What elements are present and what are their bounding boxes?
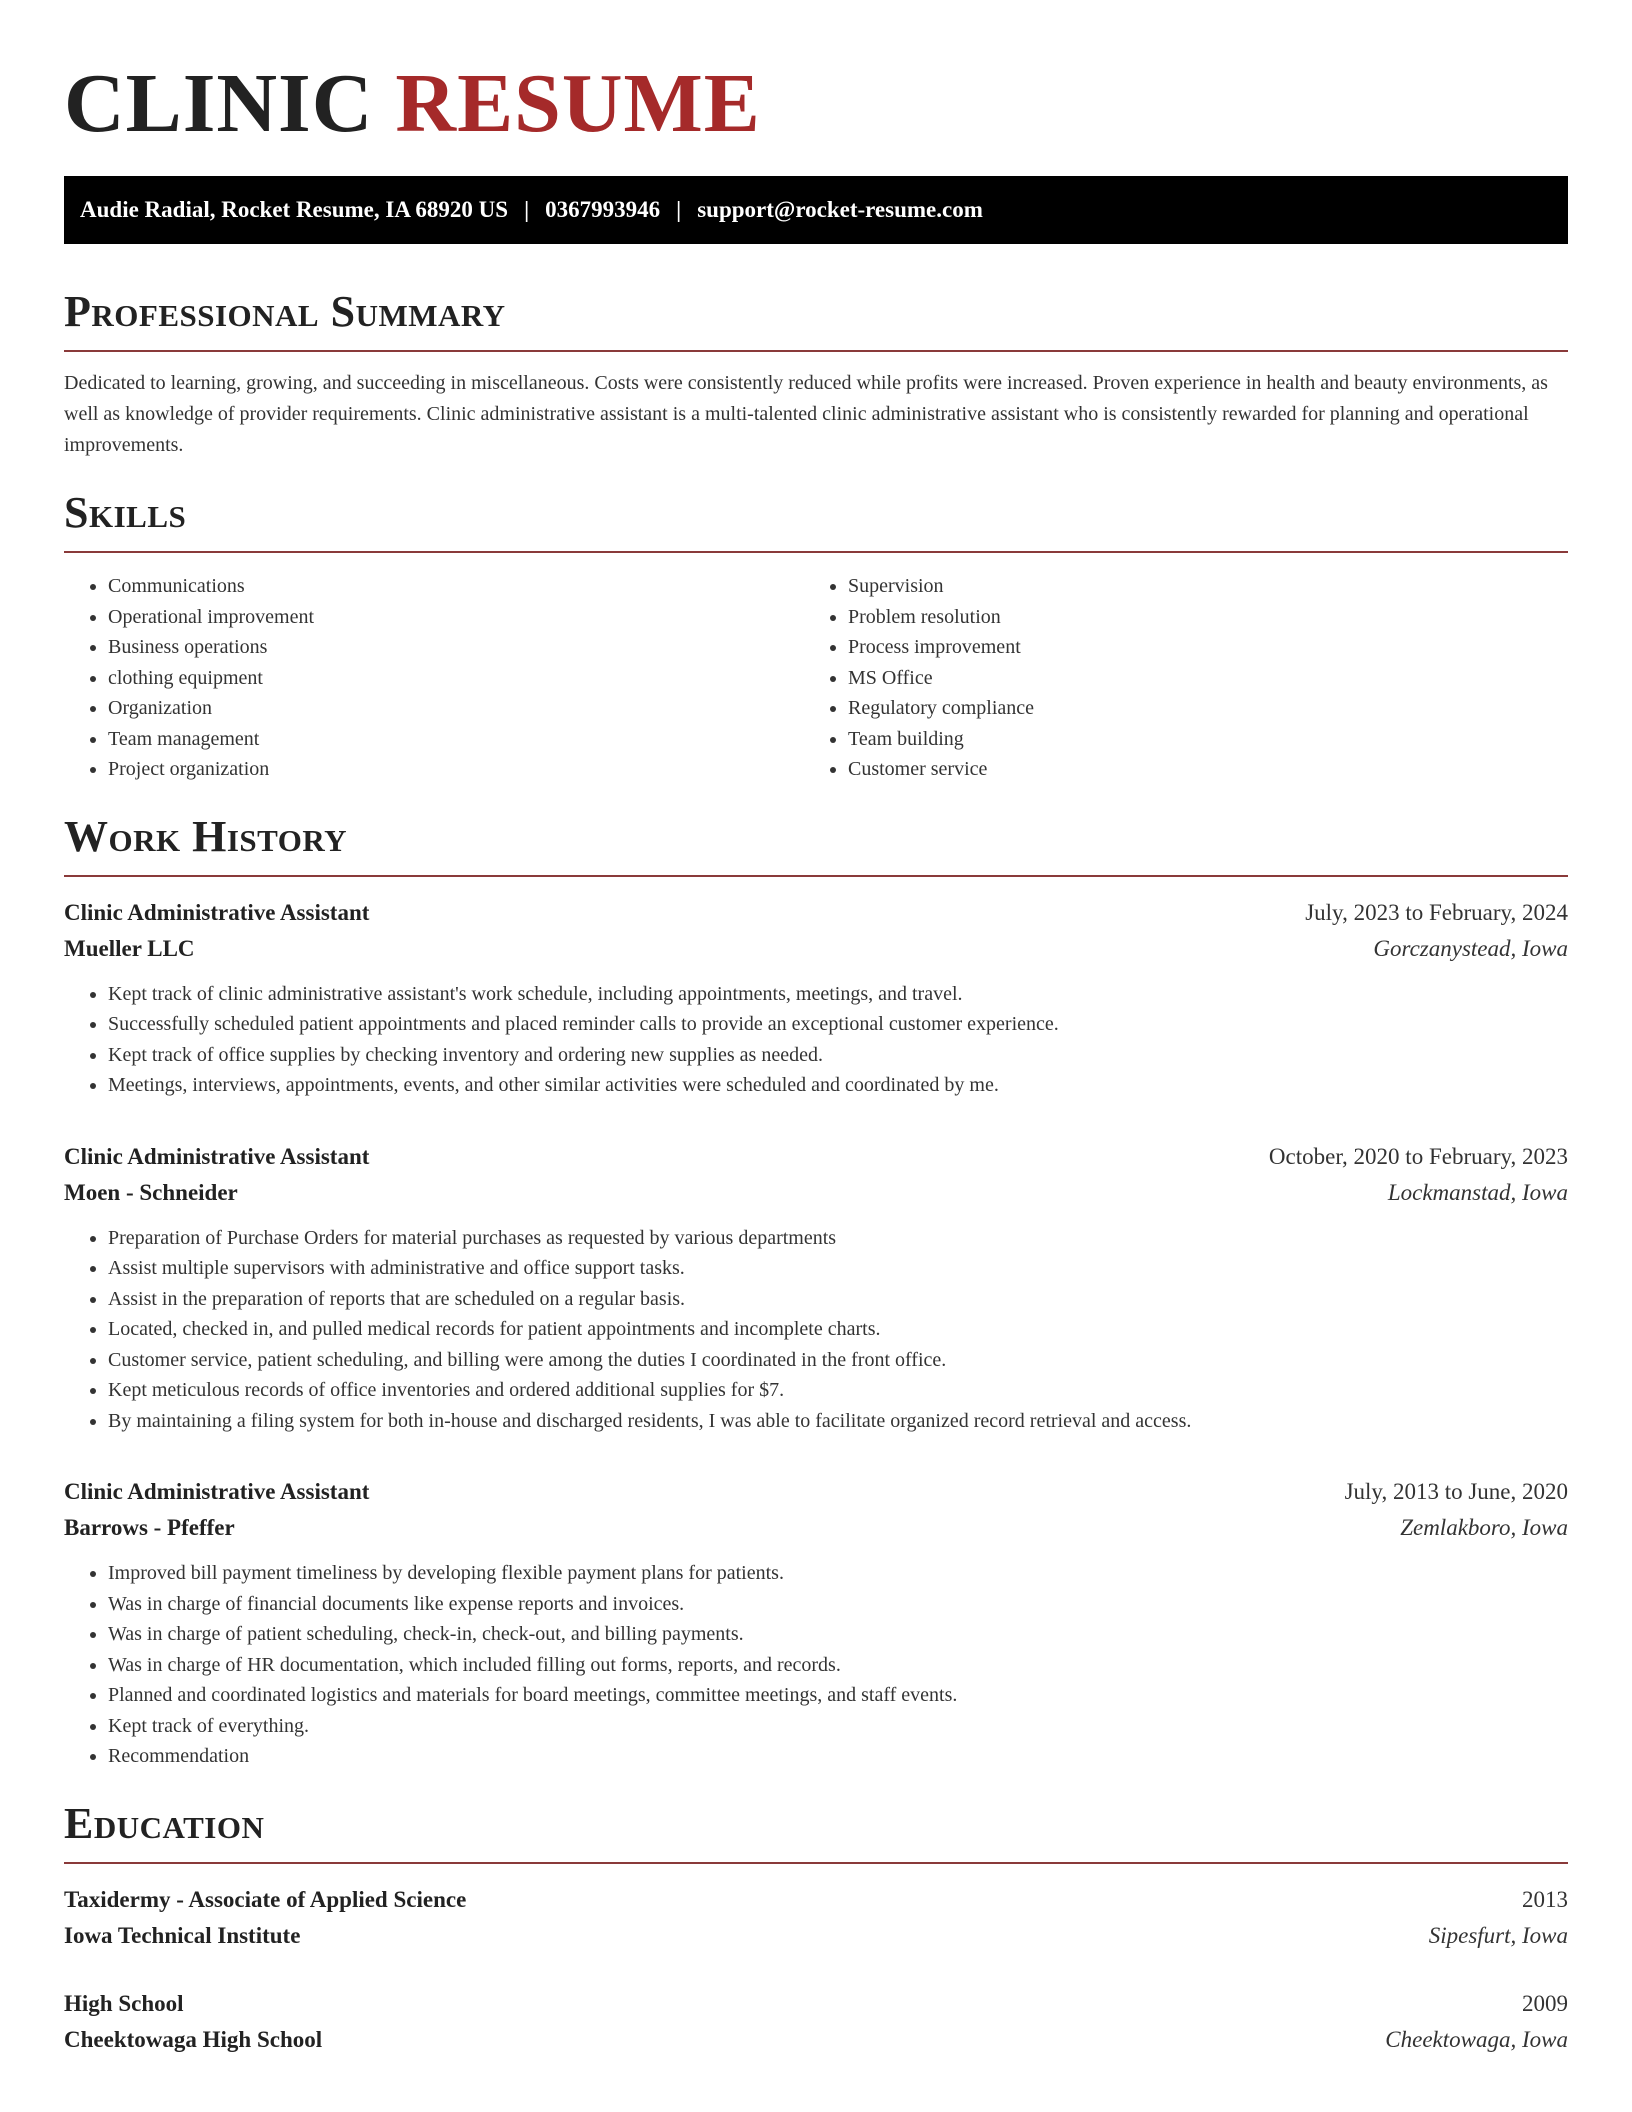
skill-item: • clothing equipment (108, 663, 804, 694)
title-part-resume: RESUME (395, 57, 761, 150)
education-entry (64, 1986, 1568, 2058)
contact-separator: | (676, 197, 682, 222)
skills-list-right (804, 571, 1544, 785)
education-year: 2009 (1522, 1990, 1568, 2016)
section-divider (64, 1862, 1568, 1864)
job-title: Clinic Administrative Assistant (64, 1479, 370, 1504)
section-heading-skills: Skills (64, 488, 187, 537)
skill-item: • Team management (108, 724, 804, 755)
skill-item: • Problem resolution (848, 602, 1544, 633)
contact-address: Audie Radial, Rocket Resume, IA 68920 US (80, 197, 509, 222)
job-duty: • Successfully scheduled patient appointments and placed reminder calls to provide an exceptional customer experience. (108, 1009, 1568, 1040)
job-duty: • Recommendation (108, 1741, 1568, 1772)
job-duty: • Planned and coordinated logistics and materials for board meetings, committee meetings, and staff events. (108, 1680, 1568, 1711)
job-duty: • Located, checked in, and pulled medical records for patient appointments and incomplete charts. (108, 1314, 1568, 1345)
skill-item: • Supervision (848, 571, 1544, 602)
page-title (64, 56, 1568, 152)
job-duty: • Meetings, interviews, appointments, events, and other similar activities were scheduled and coordinated by me. (108, 1070, 1568, 1101)
job-duties-list (64, 1558, 1568, 1772)
job-duty: • Was in charge of HR documentation, which included filling out forms, reports, and records. (108, 1650, 1568, 1681)
job-duty: • Assist in the preparation of reports that are scheduled on a regular basis. (108, 1284, 1568, 1315)
skill-item: • Business operations (108, 632, 804, 663)
skill-item: • MS Office (848, 663, 1544, 694)
job-duty: • By maintaining a filing system for both in-house and discharged residents, I was able to facilitate organized record retrieval and access. (108, 1406, 1568, 1437)
professional-summary-section (64, 286, 1568, 461)
education-entry (64, 1882, 1568, 1954)
education-year: 2013 (1522, 1886, 1568, 1912)
job-dates: July, 2023 to February, 2024 (1305, 899, 1568, 925)
job-company: Moen - Schneider (64, 1179, 238, 1205)
job-location: Gorczanystead, Iowa (1373, 935, 1568, 961)
education-degree: Taxidermy - Associate of Applied Science (64, 1886, 467, 1912)
title-part-clinic: CLINIC (64, 57, 374, 150)
skill-item: • Project organization (108, 754, 804, 785)
section-heading-education: Education (64, 1798, 265, 1848)
job-company: Barrows - Pfeffer (64, 1515, 235, 1540)
skills-list-left (64, 571, 804, 785)
job-company: Mueller LLC (64, 935, 195, 961)
skill-item: • Team building (848, 724, 1544, 755)
job-duty: • Kept track of everything. (108, 1711, 1568, 1742)
contact-phone: 0367993946 (545, 197, 661, 222)
job-duties-list (64, 979, 1568, 1101)
job-dates: July, 2013 to June, 2020 (1344, 1479, 1568, 1504)
job-duty: • Was in charge of patient scheduling, check-in, check-out, and billing payments. (108, 1619, 1568, 1650)
job-location: Zemlakboro, Iowa (1400, 1515, 1568, 1540)
job-duty: • Improved bill payment timeliness by developing flexible payment plans for patients. (108, 1558, 1568, 1589)
section-divider (64, 551, 1568, 553)
skill-item: • Regulatory compliance (848, 693, 1544, 724)
job-location: Lockmanstad, Iowa (1387, 1179, 1568, 1205)
job-entry (64, 1474, 1568, 1772)
contact-email: support@rocket-resume.com (697, 197, 983, 222)
education-section (64, 1798, 1568, 2058)
education-degree: High School (64, 1990, 184, 2016)
job-duty: • Assist multiple supervisors with administrative and office support tasks. (108, 1253, 1568, 1284)
job-entry (64, 1139, 1568, 1437)
skill-item: • Communications (108, 571, 804, 602)
skills-columns (64, 571, 1568, 785)
job-title: Clinic Administrative Assistant (64, 1143, 370, 1169)
job-entry (64, 895, 1568, 1101)
section-heading-work-history: Work History (64, 811, 348, 861)
education-location: Cheektowaga, Iowa (1385, 2026, 1568, 2052)
job-duty: • Preparation of Purchase Orders for material purchases as requested by various departments (108, 1223, 1568, 1254)
skill-item: • Customer service (848, 754, 1544, 785)
education-school: Cheektowaga High School (64, 2026, 323, 2052)
contact-bar (64, 176, 1568, 244)
job-duties-list (64, 1223, 1568, 1437)
summary-text: Dedicated to learning, growing, and succeeding in miscellaneous. Costs were consistently reduced while profits were increased. Proven experience in health and beauty environments, as well as knowledge of provider requirements. Clinic administrative assistant is a multi-talented clinic administrative assistant who is consistently rewarded for planning and operational improvements. (64, 372, 1548, 456)
job-duty: • Customer service, patient scheduling, and billing were among the duties I coordinated in the front office. (108, 1345, 1568, 1376)
job-duty: • Kept track of office supplies by checking inventory and ordering new supplies as needed. (108, 1040, 1568, 1071)
section-divider (64, 350, 1568, 352)
skill-item: • Process improvement (848, 632, 1544, 663)
skill-item: • Operational improvement (108, 602, 804, 633)
job-title: Clinic Administrative Assistant (64, 899, 370, 925)
contact-separator: | (524, 197, 530, 222)
job-dates: October, 2020 to February, 2023 (1268, 1143, 1568, 1169)
work-history-section (64, 811, 1568, 1772)
job-duty: • Kept meticulous records of office inventories and ordered additional supplies for $7. (108, 1375, 1568, 1406)
section-heading-summary: Professional Summary (64, 287, 506, 336)
skill-item: • Organization (108, 693, 804, 724)
education-location: Sipesfurt, Iowa (1428, 1922, 1568, 1948)
job-duty: • Kept track of clinic administrative assistant's work schedule, including appointments, meetings, and travel. (108, 979, 1568, 1010)
resume-page (64, 0, 1568, 2058)
skills-section (64, 487, 1568, 785)
section-divider (64, 875, 1568, 877)
job-duty: • Was in charge of financial documents like expense reports and invoices. (108, 1589, 1568, 1620)
education-school: Iowa Technical Institute (64, 1922, 301, 1948)
